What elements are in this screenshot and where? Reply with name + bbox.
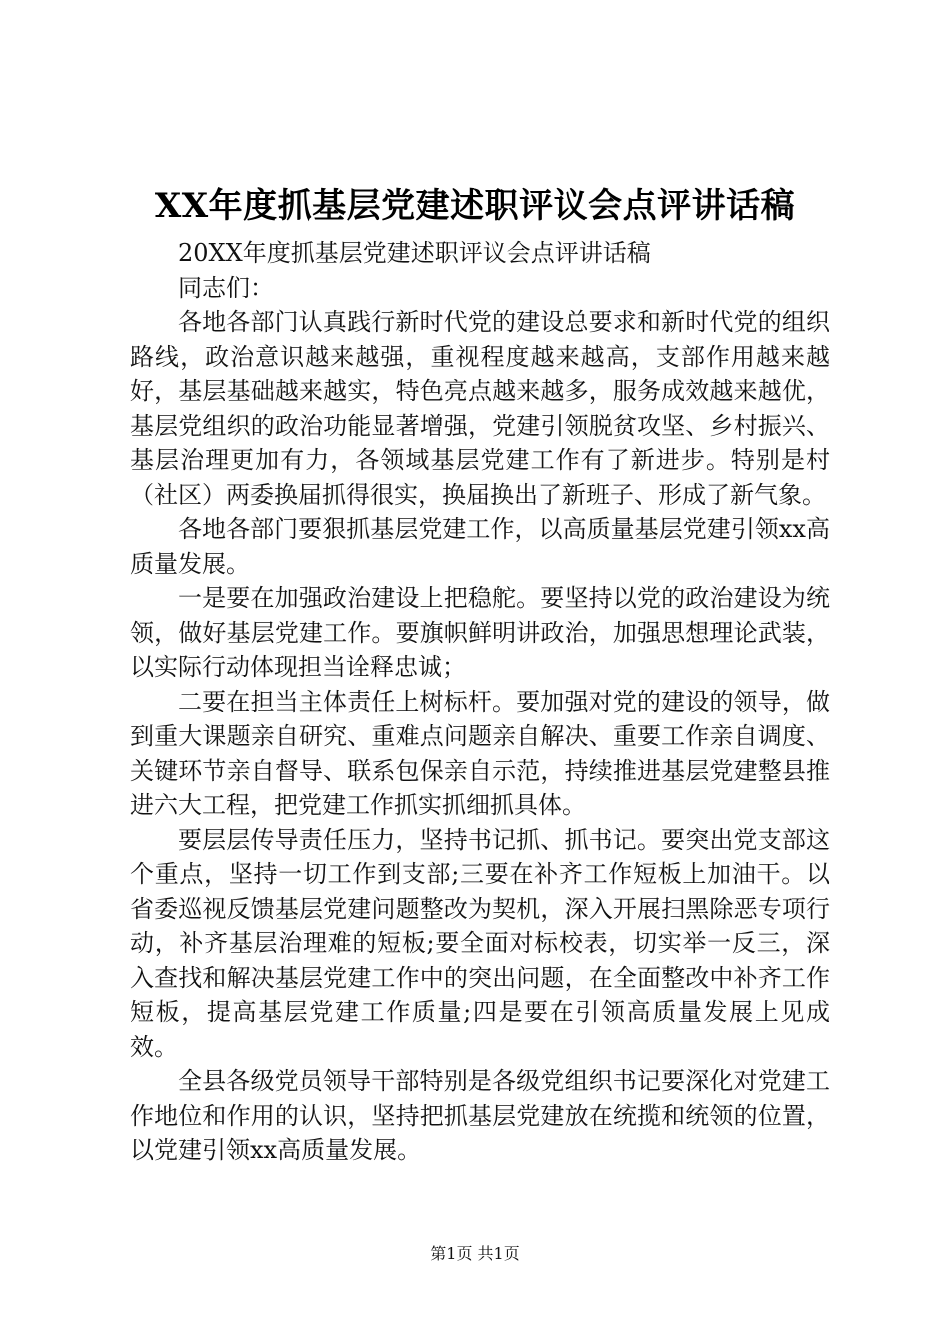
body-paragraph: 全县各级党员领导干部特别是各级党组织书记要深化对党建工作地位和作用的认识，坚持把抓基层党建放在统揽和统领的位置，以党建引领xx高质量发展。: [130, 1067, 830, 1164]
document-body: [130, 236, 830, 1168]
document-title: XX年度抓基层党建述职评议会点评讲话稿: [154, 186, 796, 226]
page-footer: 第1页 共1页: [430, 1244, 520, 1263]
body-paragraph: 各地各部门认真践行新时代党的建设总要求和新时代党的组织路线，政治意识越来越强，重视程度越来越高，支部作用越来越好，基层基础越来越实，特色亮点越来越多，服务成效越来越优，基层党组织的政治功能显著增强，党建引领脱贫攻坚、乡村振兴、基层治理更加有力，各领域基层党建工作有了新进步。特别是村（社区）两委换届抓得很实，换届换出了新班子、形成了新气象。: [130, 308, 830, 509]
salutation-paragraph: 同志们：: [178, 273, 274, 302]
body-paragraph: 要层层传导责任压力，坚持书记抓、抓书记。要突出党支部这个重点，坚持一切工作到支部;三要在补齐工作短板上加油干。以省委巡视反馈基层党建问题整改为契机，深入开展扫黑除恶专项行动，补齐基层治理难的短板;要全面对标校表，切实举一反三，深入查找和解决基层党建工作中的突出问题，在全面整改中补齐工作短板，提高基层党建工作质量;四是要在引领高质量发展上见成效。: [130, 825, 830, 1061]
body-paragraph: 二要在担当主体责任上树标杆。要加强对党的建设的领导，做到重大课题亲自研究、重难点问题亲自解决、重要工作亲自调度、关键环节亲自督导、联系包保亲自示范，持续推进基层党建整县推进六大工程，把党建工作抓实抓细抓具体。: [130, 687, 830, 819]
body-paragraph: 各地各部门要狠抓基层党建工作，以高质量基层党建引领xx高质量发展。: [130, 515, 830, 578]
body-paragraph: 一是要在加强政治建设上把稳舵。要坚持以党的政治建设为统领，做好基层党建工作。要旗帜鲜明讲政治，加强思想理论武装，以实际行动体现担当诠释忠诚；: [130, 584, 830, 681]
subtitle-paragraph: 20XX年度抓基层党建述职评议会点评讲话稿: [178, 239, 651, 267]
